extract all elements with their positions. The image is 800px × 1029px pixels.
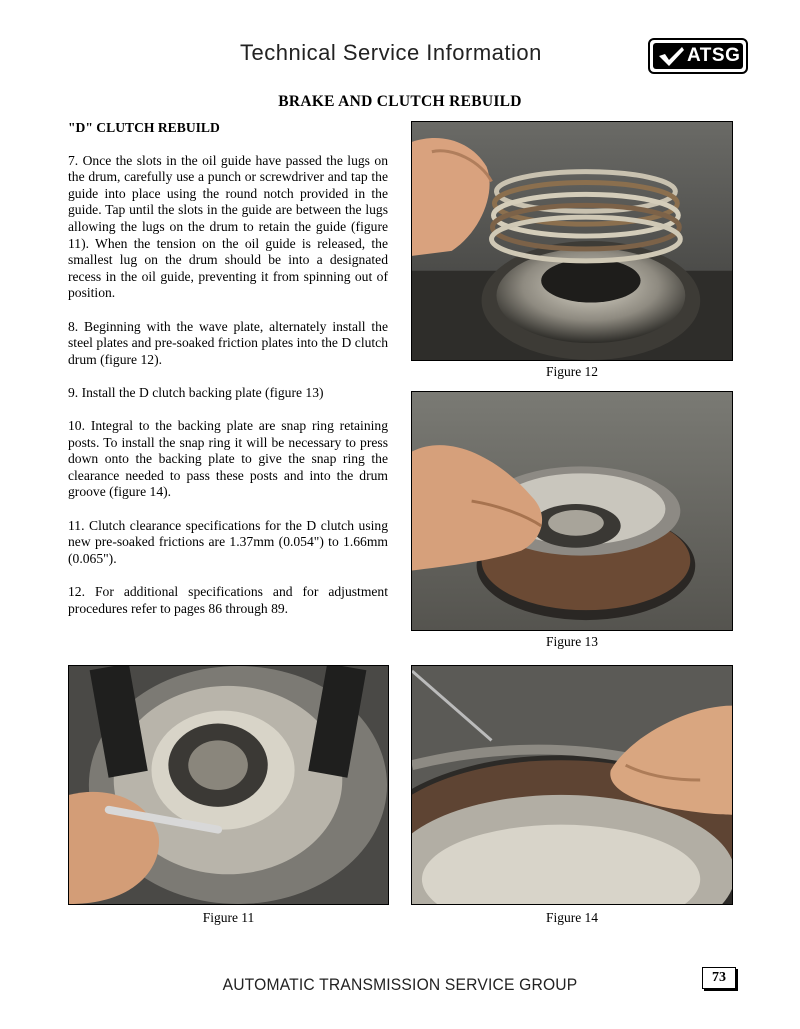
step-12-paragraph: 12. For additional specifications and for adjustment procedures refer to pages 86 through 89. bbox=[68, 584, 388, 616]
figure-11-caption: Figure 11 bbox=[202, 910, 255, 925]
page-header-title: Technical Service Information bbox=[240, 40, 542, 65]
footer-company-name: AUTOMATIC TRANSMISSION SERVICE GROUP bbox=[222, 975, 578, 994]
page-number: 73 bbox=[702, 967, 736, 989]
section-title: BRAKE AND CLUTCH REBUILD bbox=[278, 93, 522, 110]
figure-14-photo bbox=[411, 665, 733, 905]
figure-12-caption: Figure 12 bbox=[545, 364, 599, 379]
atsg-logo bbox=[648, 38, 748, 74]
step-10-paragraph: 10. Integral to the backing plate are snap ring retaining posts. To install the snap ring it will be necessary to press down onto the backing plate to give the snap ring the clearance needed to pass these posts and into the drum groove (figure 14). bbox=[68, 418, 388, 500]
step-8-paragraph: 8. Beginning with the wave plate, alternately install the steel plates and pre-soaked friction plates into the D clutch drum (figure 12). bbox=[68, 318, 388, 367]
logo-text: ATSG bbox=[687, 45, 741, 66]
checkmark-icon bbox=[657, 44, 685, 68]
figure-14-caption: Figure 14 bbox=[545, 910, 599, 925]
figure-12-photo bbox=[411, 121, 733, 361]
step-9-paragraph: 9. Install the D clutch backing plate (figure 13) bbox=[68, 384, 324, 400]
instruction-text-column bbox=[68, 120, 388, 634]
figure-13-photo bbox=[411, 391, 733, 631]
step-7-paragraph: 7. Once the slots in the oil guide have passed the lugs on the drum, carefully use a punch or screwdriver and tap the guide into place using the round notch provided in the guide. Tap until the slots in the guide are between the lugs allowing the lugs on the drum to retain the guide (figure 11). When the tension on the oil guide is released, the smallest lug on the drum should be into a designated recess in the oil guide, preventing it from spinning out of position. bbox=[68, 152, 388, 301]
figure-13-caption: Figure 13 bbox=[545, 634, 599, 649]
subheading: "D" CLUTCH REBUILD bbox=[68, 120, 220, 135]
figure-11-photo bbox=[68, 665, 389, 905]
step-11-paragraph: 11. Clutch clearance specifications for the D clutch using new pre-soaked frictions are 1.37mm (0.054") to 1.66mm (0.065"). bbox=[68, 517, 388, 566]
